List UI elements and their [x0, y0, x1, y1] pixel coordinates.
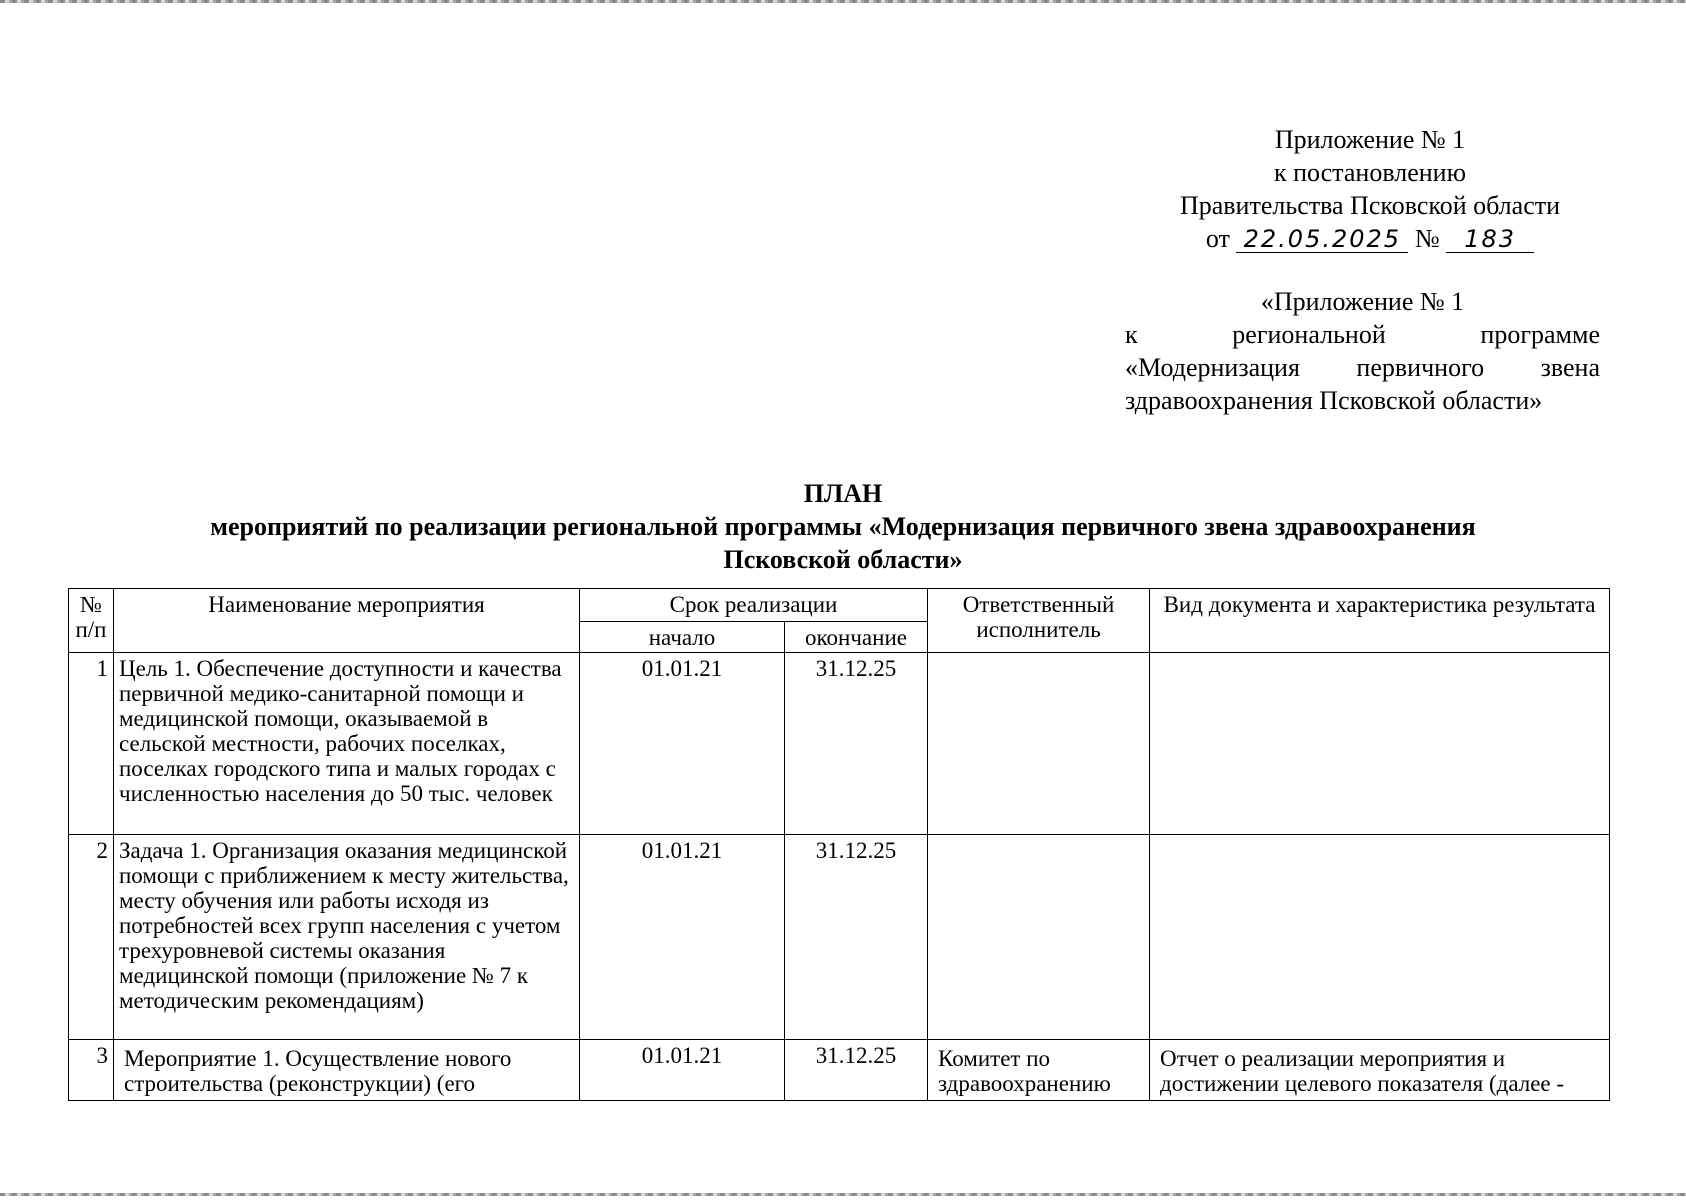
handwritten-number: 183	[1446, 226, 1534, 253]
program-ref-line-4: здравоохранения Псковской области»	[1125, 386, 1543, 415]
row-name: Цель 1. Обеспечение доступности и качества первичной медико-санитарной помощи и медицинской помощи, оказываемой в сельской местности, рабочих поселках, поселках городского типа и малых городах с численностью населения до 50 тыс. человек	[114, 653, 580, 835]
program-ref-line-3: «Модернизация первичного звена	[1125, 353, 1600, 382]
header-name: Наименование мероприятия	[114, 589, 580, 653]
plan-table	[68, 588, 1610, 1101]
row-number: 3	[69, 1040, 114, 1101]
header-document: Вид документа и характеристика результата	[1150, 589, 1610, 653]
row-name: Мероприятие 1. Осуществление нового строительства (реконструкции) (его	[124, 1046, 512, 1096]
appendix-stamp	[1140, 123, 1600, 255]
program-ref-line-1: «Приложение № 1	[1260, 287, 1465, 316]
header-row	[69, 589, 1610, 622]
row-document	[1150, 653, 1610, 835]
row-end-date: 31.12.25	[785, 653, 928, 835]
page-bottom-scan-edge	[0, 1193, 1686, 1196]
handwritten-date: 22.05.2025	[1236, 226, 1408, 253]
row-end-date: 31.12.25	[785, 1040, 928, 1101]
row-number: 2	[69, 835, 114, 1040]
row-name: Задача 1. Организация оказания медицинской помощи с приближением к месту жительства, месту обучения или работы исходя из потребностей всех групп населения с учетом трехуровневой системы оказания медицинской помощи (приложение № 7 к методическим рекомендациям)	[114, 835, 580, 1040]
row-responsible	[928, 835, 1150, 1040]
appendix-line-2: к постановлению	[1273, 158, 1467, 187]
row-start-date: 01.01.21	[580, 1040, 785, 1101]
appendix-date-number-line	[1140, 222, 1600, 255]
row-number: 1	[69, 653, 114, 835]
appendix-line-3: Правительства Псковской области	[1179, 191, 1561, 220]
row-document	[1150, 835, 1610, 1040]
appendix-line-1: Приложение № 1	[1274, 125, 1466, 154]
table-row	[69, 1040, 1610, 1101]
plan-title	[70, 477, 1616, 576]
table-row	[69, 835, 1610, 1040]
row-document-cell	[1150, 1040, 1610, 1101]
row-responsible: Комитет по здравоохранению	[938, 1046, 1111, 1096]
header-responsible: Ответственный исполнитель	[928, 589, 1150, 653]
row-responsible	[928, 653, 1150, 835]
header-start: начало	[580, 622, 785, 653]
row-start-date: 01.01.21	[580, 835, 785, 1040]
plan-title-line-2: мероприятий по реализации региональной программы «Модернизация первичного звена здравоохранения	[210, 512, 1476, 541]
page-top-scan-edge	[0, 0, 1686, 3]
date-prefix: от	[1205, 224, 1230, 253]
header-end: окончание	[785, 622, 928, 653]
number-sign: №	[1414, 224, 1440, 253]
header-period: Срок реализации	[580, 589, 928, 622]
row-start-date: 01.01.21	[580, 653, 785, 835]
row-end-date: 31.12.25	[785, 835, 928, 1040]
plan-title-line-1: ПЛАН	[803, 479, 883, 508]
row-name-cell	[114, 1040, 580, 1101]
program-ref-line-2: к региональной программе	[1125, 320, 1600, 349]
header-num: № п/п	[69, 589, 114, 653]
program-reference	[1125, 285, 1600, 417]
row-document: Отчет о реализации мероприятия и достижении целевого показателя (далее -	[1160, 1046, 1565, 1096]
plan-title-line-3: Псковской области»	[723, 545, 963, 574]
table-row	[69, 653, 1610, 835]
row-responsible-cell	[928, 1040, 1150, 1101]
